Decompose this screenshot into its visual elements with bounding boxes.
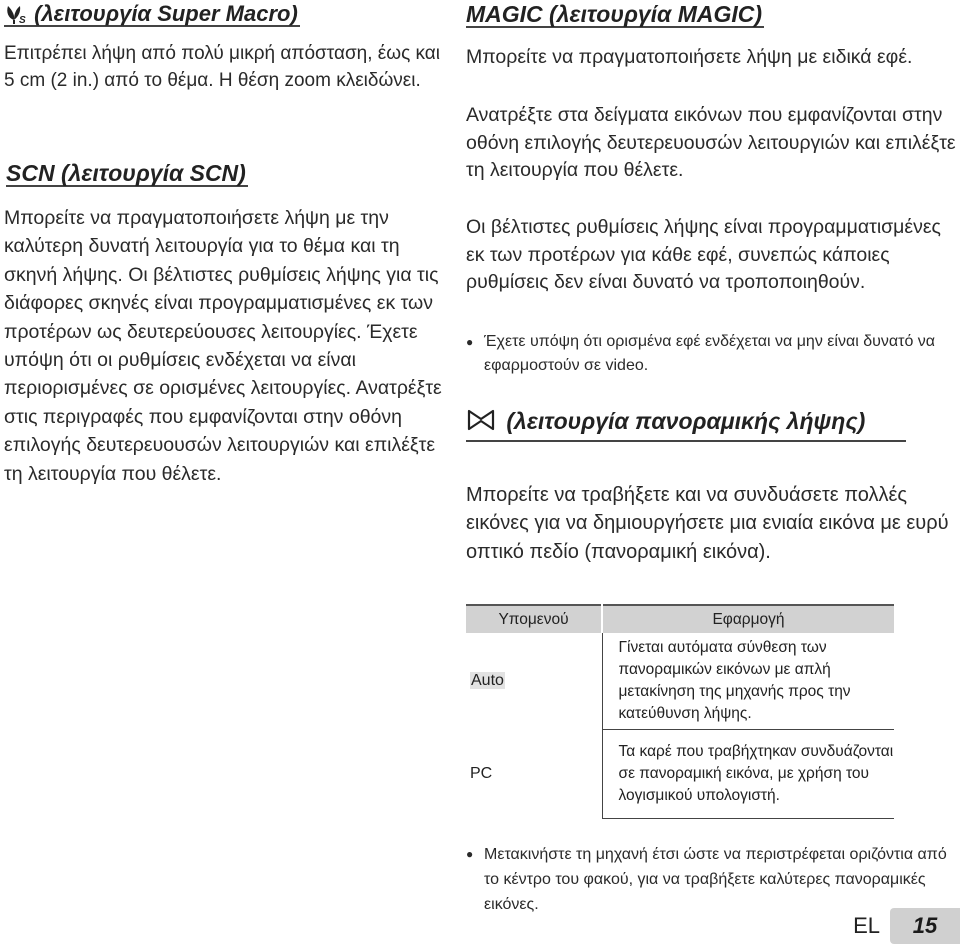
panorama-heading bbox=[466, 406, 906, 442]
magic-paragraph-3: Οι βέλτιστες ρυθμίσεις λήψης είναι προγραμματισμένες εκ των προτέρων για κάθε εφέ, συνεπώς κάποιες ρυθμίσεις δεν είναι δυνατό να τροποποιηθούν. bbox=[466, 216, 941, 293]
panorama-submenu-table bbox=[466, 604, 894, 819]
submenu-cell bbox=[466, 730, 602, 819]
super-macro-heading-text: (λειτουργία Super Macro) bbox=[34, 1, 298, 26]
scn-heading: SCN (λειτουργία SCN) bbox=[6, 160, 246, 186]
svg-text:S: S bbox=[19, 15, 26, 24]
super-macro-description: Επιτρέπει λήψη από πολύ μικρή απόσταση, έως και 5 cm (2 in.) από το θέμα. Η θέση zoom κλειδώνει. bbox=[4, 43, 441, 91]
super-macro-heading bbox=[4, 2, 300, 27]
submenu-auto: Auto bbox=[471, 672, 504, 690]
panorama-icon bbox=[466, 408, 496, 440]
table-header-row bbox=[466, 605, 894, 633]
magic-heading: MAGIC (λειτουργία MAGIC) bbox=[466, 1, 763, 27]
table-row bbox=[466, 730, 894, 819]
magic-note: ● Έχετε υπόψη ότι ορισμένα εφέ ενδέχεται να μην είναι δυνατό να εφαρμοστούν σε video. bbox=[466, 330, 958, 378]
super-macro-icon bbox=[4, 1, 34, 26]
table-row bbox=[466, 633, 894, 730]
page-footer bbox=[853, 908, 960, 944]
panorama-heading-text: (λειτουργία πανοραμικής λήψης) bbox=[506, 408, 866, 434]
scn-description: Μπορείτε να πραγματοποιήσετε λήψη με την καλύτερη δυνατή λειτουργία για το θέμα και τη σκηνή λήψης. Οι βέλτιστες ρυθμίσεις λήψης για τις διάφορες σκηνές είναι προγραμματισμένες εκ των προτέρων ως δευτερεύουσες λειτουργίες. Έχετε υπόψη ότι οι ρυθμίσεις ενδέχεται να είναι περιορισμένες σε ορισμένες λειτουργίες. Ανατρέξτε στις περιγραφές που εμφανίζονται στην οθόνη επιλογής δευτερευουσών λειτουργιών και επιλέξτε τη λειτουργία που θέλετε. bbox=[4, 207, 442, 485]
panorama-description: Μπορείτε να τραβήξετε και να συνδυάσετε πολλές εικόνες για να δημιουργήσετε μια ενιαία εικόνα με ευρύ οπτικό πεδίο (πανοραμική εικόνα). bbox=[466, 484, 949, 563]
submenu-cell bbox=[466, 633, 602, 730]
application-cell: Τα καρέ που τραβήχτηκαν συνδυάζονται σε πανοραμική εικόνα, με χρήση του λογισμικού υπολογιστή. bbox=[602, 730, 894, 819]
language-label: EL bbox=[853, 913, 880, 938]
magic-paragraph-1: Μπορείτε να πραγματοποιήσετε λήψη με ειδικά εφέ. bbox=[466, 46, 913, 68]
column-header-application: Εφαρμογή bbox=[602, 605, 894, 633]
magic-paragraph-2: Ανατρέξτε στα δείγματα εικόνων που εμφανίζονται στην οθόνη επιλογής δευτερευουσών λειτουργιών και επιλέξτε τη λειτουργία που θέλετε. bbox=[466, 104, 956, 181]
panorama-note: ● Μετακινήστε τη μηχανή έτσι ώστε να περιστρέφεται οριζόντια από το κέντρο του φακού, για να τραβήξετε καλύτερες πανοραμικές εικόνες. bbox=[466, 842, 958, 917]
page-number: 15 bbox=[890, 908, 960, 944]
column-header-submenu: Υπομενού bbox=[466, 605, 602, 633]
submenu-pc: PC bbox=[470, 765, 493, 782]
application-cell: Γίνεται αυτόματα σύνθεση των πανοραμικών εικόνων με απλή μετακίνηση της μηχανής προς την κατεύθυνση λήψης. bbox=[602, 633, 894, 730]
